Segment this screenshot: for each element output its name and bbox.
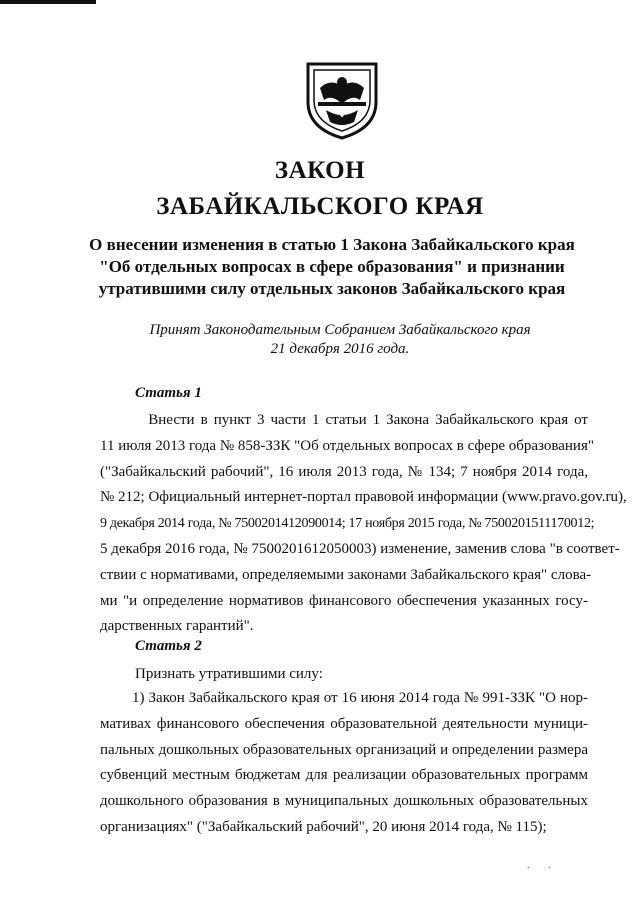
article-2-intro <box>135 662 535 688</box>
subject-line: утратившими силу отдельных законов Забайкальского края <box>98 279 566 298</box>
article-2-item-1 <box>100 686 588 841</box>
text-line: ми "и определение нормативов финансового обеспечения указанных госу- <box>100 592 588 609</box>
article-1-heading: Статья 1 <box>135 385 202 401</box>
text-line: дарственных гарантий". <box>100 618 254 635</box>
text-line: пальных дошкольных образовательных организаций и определении размера <box>100 741 588 758</box>
text-line: дошкольного образования в муниципальных дошкольных образовательных <box>100 793 588 810</box>
text-line: Признать утратившими силу: <box>135 666 323 682</box>
coat-of-arms-icon <box>300 58 384 142</box>
text-line: мативах финансового обеспечения образовательной деятельности муници- <box>100 715 588 732</box>
adoption-note <box>110 321 570 359</box>
text-line: ("Забайкальский рабочий", 16 июля 2013 года, № 134; 7 ноября 2014 года, <box>100 463 588 480</box>
law-title: ЗАКОН <box>274 157 366 184</box>
subject-line: О внесении изменения в статью 1 Закона Забайкальского края <box>89 235 575 254</box>
text-line: 5 декабря 2016 года, № 7500201612050003) изменение, заменив слова "в соответ- <box>100 540 620 557</box>
text-line: Внести в пункт 3 части 1 статьи 1 Закона Забайкальского края от <box>100 412 588 428</box>
subject-line: "Об отдельных вопросах в сфере образования" и признании <box>99 257 565 276</box>
text-line: 11 июля 2013 года № 858-ЗЗК "Об отдельных вопросах в сфере образования" <box>100 437 594 454</box>
top-rule <box>0 0 96 4</box>
article-2-heading: Статья 2 <box>135 638 202 654</box>
law-region: ЗАБАЙКАЛЬСКОГО КРАЯ <box>156 193 484 220</box>
text-line: 9 декабря 2014 года, № 7500201412090014; 17 ноября 2015 года, № 7500201511170012; <box>100 516 595 532</box>
article-1-text <box>100 408 627 640</box>
adoption-date: 21 декабря 2016 года. <box>270 341 410 357</box>
text-line: субвенций местным бюджетам для реализации образовательных программ <box>100 767 588 784</box>
text-line: организациях" ("Забайкальский рабочий", 20 июня 2014 года, № 115); <box>100 818 547 835</box>
law-subject <box>72 234 592 300</box>
adoption-line: Принят Законодательным Собранием Забайкальского края <box>149 322 531 338</box>
text-line: 1) Закон Забайкальского края от 16 июня 2014 года № 991-ЗЗК "О нор- <box>100 690 588 706</box>
text-line: ствии с нормативами, определяемыми законами Забайкальского края" слова- <box>100 566 592 583</box>
text-line: № 212; Официальный интернет-портал правовой информации (www.pravo.gov.ru), <box>100 489 627 506</box>
scan-marks: . . <box>527 860 559 871</box>
